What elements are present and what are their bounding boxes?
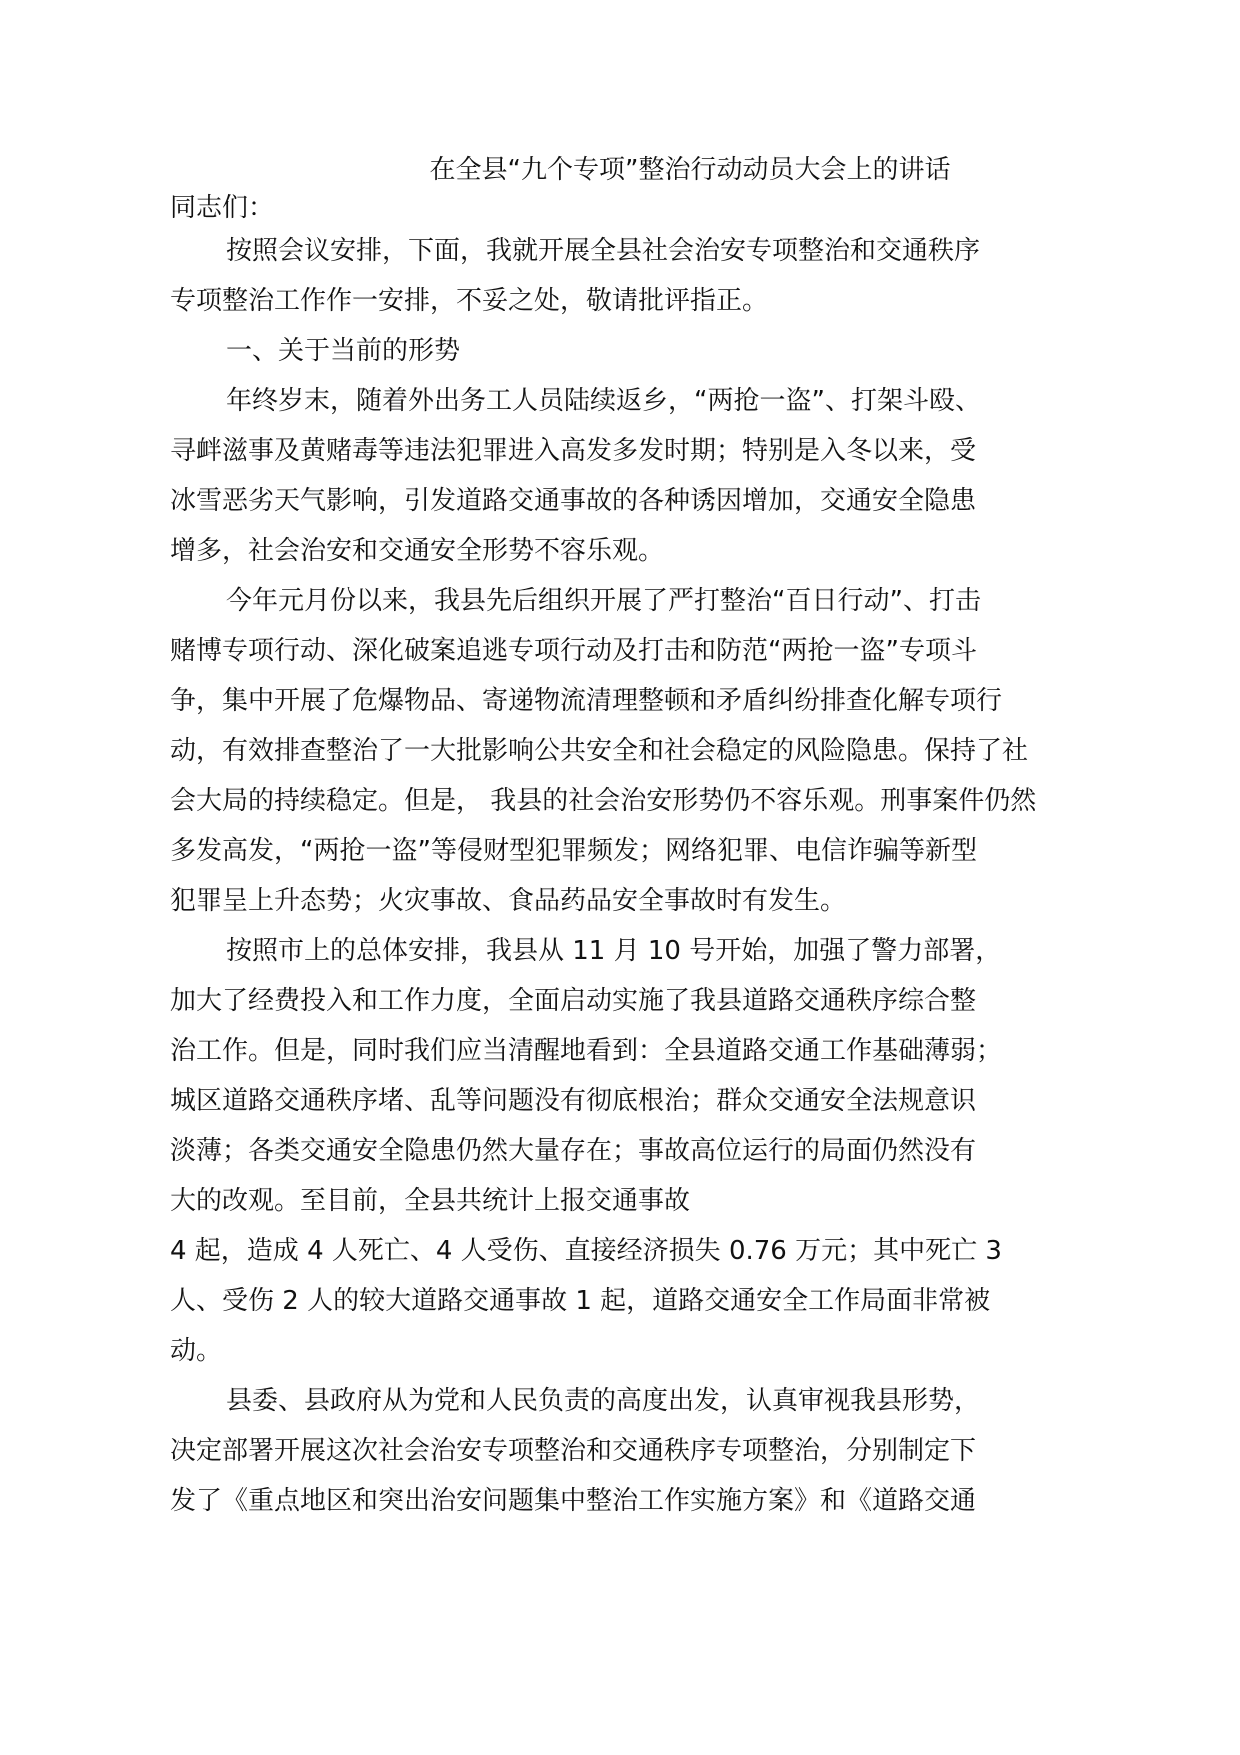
paragraph-line: 按照会议安排，下面，我就开展全县社会治安专项整治和交通秩序: [226, 236, 981, 266]
document-page: [170, 150, 1090, 1526]
paragraph-line: 冰雪恶劣天气影响，引发道路交通事故的各种诱因增加，交通安全隐患: [170, 486, 977, 516]
section-heading: 一、关于当前的形势: [226, 336, 461, 366]
paragraph-line: 会大局的持续稳定。但是， 我县的社会治安形势仍不容乐观。刑事案件仍然: [170, 786, 1037, 816]
paragraph-line: 专项整治工作作一安排，不妥之处，敬请批评指正。: [170, 286, 769, 316]
paragraph-line: 决定部署开展这次社会治安专项整治和交通秩序专项整治，分别制定下: [170, 1436, 977, 1466]
paragraph-line: 年终岁末，随着外出务工人员陆续返乡，“两抢一盗”、打架斗殴、: [226, 386, 981, 416]
paragraph-line: 赌博专项行动、深化破案追逃专项行动及打击和防范“两抢一盗”专项斗: [170, 636, 977, 666]
paragraph-2: [170, 576, 1090, 926]
paragraph-line: 淡薄；各类交通安全隐患仍然大量存在；事故高位运行的局面仍然没有: [170, 1136, 977, 1166]
salutation: 同志们：: [170, 193, 275, 223]
paragraph-line: 今年元月份以来，我县先后组织开展了严打整治“百日行动”、打击: [226, 586, 981, 616]
paragraph-line: 城区道路交通秩序堵、乱等问题没有彻底根治；群众交通安全法规意识: [170, 1086, 977, 1116]
paragraph-line: 寻衅滋事及黄赌毒等违法犯罪进入高发多发时期；特别是入冬以来，受: [170, 436, 977, 466]
paragraph-line: 犯罪呈上升态势；火灾事故、食品药品安全事故时有发生。: [170, 886, 847, 916]
intro-paragraph: [170, 226, 1090, 326]
paragraph-line: 治工作。但是，同时我们应当清醒地看到：全县道路交通工作基础薄弱；: [170, 1036, 1003, 1066]
paragraph-line: 动，有效排查整治了一大批影响公共安全和社会稳定的风险隐患。保持了社: [170, 736, 1029, 766]
paragraph-line: 人、受伤 2 人的较大道路交通事故 1 起，道路交通安全工作局面非常被: [170, 1286, 991, 1316]
paragraph-line: 4 起，造成 4 人死亡、4 人受伤、直接经济损失 0.76 万元；其中死亡 3: [170, 1236, 1002, 1266]
paragraph-line: 争，集中开展了危爆物品、寄递物流清理整顿和矛盾纠纷排查化解专项行: [170, 686, 1003, 716]
paragraph-3: [170, 926, 1090, 1376]
paragraph-1: [170, 376, 1090, 576]
paragraph-line: 发了《重点地区和突出治安问题集中整治工作实施方案》和《道路交通: [170, 1486, 977, 1516]
document-title: 在全县“九个专项”整治行动动员大会上的讲话: [429, 155, 951, 185]
paragraph-line: 多发高发，“两抢一盗”等侵财型犯罪频发；网络犯罪、电信诈骗等新型: [170, 836, 977, 866]
paragraph-line: 按照市上的总体安排，我县从 11 月 10 号开始，加强了警力部署，: [226, 936, 1002, 966]
paragraph-line: 县委、县政府从为党和人民负责的高度出发，认真审视我县形势，: [226, 1386, 981, 1416]
paragraph-line: 增多，社会治安和交通安全形势不容乐观。: [170, 536, 665, 566]
paragraph-line: 动。: [170, 1336, 223, 1366]
paragraph-line: 大的改观。至目前，全县共统计上报交通事故: [170, 1186, 691, 1216]
paragraph-4: [170, 1376, 1090, 1526]
paragraph-line: 加大了经费投入和工作力度，全面启动实施了我县道路交通秩序综合整: [170, 986, 977, 1016]
